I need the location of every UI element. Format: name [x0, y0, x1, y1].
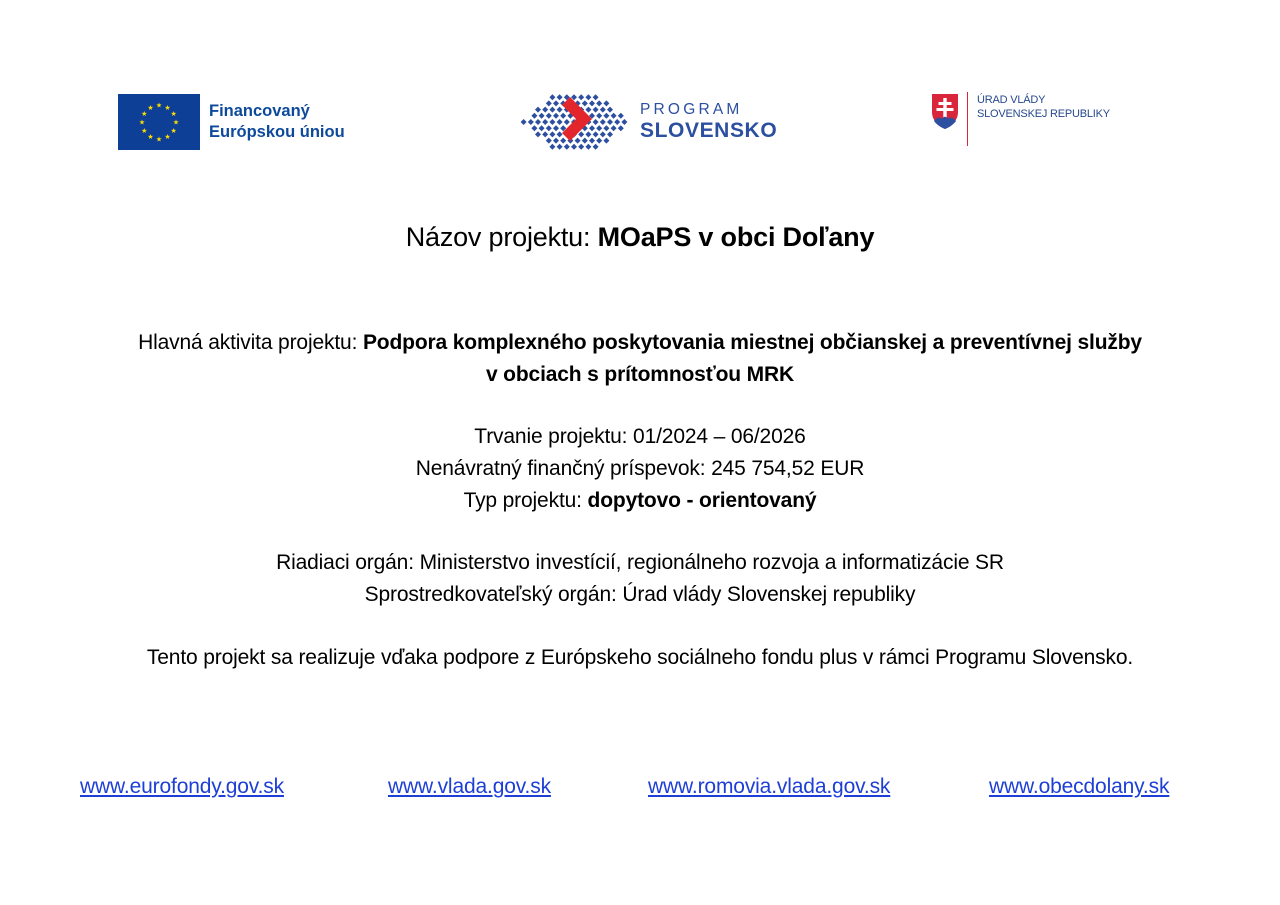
svg-text:★: ★: [141, 110, 148, 118]
urad-logo-divider: [967, 92, 968, 146]
managing-authority: Riadiaci orgán: Ministerstvo investícií, regionálneho rozvoja a informatizácie SR: [276, 551, 1004, 574]
project-name-value: MOaPS v obci Doľany: [597, 222, 875, 252]
slovak-coat-of-arms-icon: [930, 92, 960, 130]
funding-note: Tento projekt sa realizuje vďaka podpore z Európskeho sociálneho fondu plus v rámci Programu Slovensko.: [146, 646, 1134, 669]
eu-funding-logo: [118, 94, 345, 150]
footer-links: [0, 775, 1280, 805]
project-name-label: Názov projektu:: [405, 222, 598, 252]
svg-text:★: ★: [170, 127, 177, 135]
activity-value-line2: v obciach s prítomnosťou MRK: [485, 363, 795, 386]
urad-vlady-logo: [930, 92, 1110, 146]
svg-text:★: ★: [147, 103, 154, 112]
program-slovensko-logo: [518, 92, 777, 152]
eu-logo-line2: Európskou úniou: [209, 123, 345, 141]
link-romovia[interactable]: www.romovia.vlada.gov.sk: [648, 775, 891, 798]
project-title: [0, 222, 1280, 253]
project-type: [0, 489, 1280, 513]
program-logo-line1: PROGRAM: [640, 101, 743, 118]
urad-logo-line2: SLOVENSKEJ REPUBLIKY: [977, 108, 1110, 120]
svg-text:★: ★: [155, 101, 163, 110]
urad-logo-line1: ÚRAD VLÁDY: [977, 94, 1046, 106]
eu-logo-line1: Financovaný: [209, 102, 310, 120]
link-obecdolany[interactable]: www.obecdolany.sk: [989, 775, 1170, 798]
svg-text:★: ★: [172, 118, 180, 127]
program-logo-line2: SLOVENSKO: [640, 119, 778, 142]
type-label: Typ projektu:: [463, 489, 588, 512]
logo-bar: [0, 88, 1280, 158]
project-activity: [0, 331, 1280, 355]
svg-text:★: ★: [138, 118, 146, 127]
intermediate-body: Sprostredkovateľský orgán: Úrad vlády Slovenskej republiky: [364, 583, 916, 606]
project-duration: Trvanie projektu: 01/2024 – 06/2026: [474, 425, 806, 448]
project-grant: Nenávratný finančný príspevok: 245 754,52 EUR: [415, 457, 865, 480]
svg-text:★: ★: [170, 110, 177, 118]
link-vlada[interactable]: www.vlada.gov.sk: [388, 775, 551, 798]
svg-text:★: ★: [164, 133, 171, 142]
svg-text:★: ★: [164, 103, 171, 112]
svg-text:★: ★: [155, 135, 163, 144]
eu-flag-icon: [118, 94, 200, 150]
svg-text:★: ★: [141, 127, 148, 135]
svg-text:★: ★: [147, 133, 154, 142]
project-activity-cont: [0, 363, 1280, 387]
link-eurofondy[interactable]: www.eurofondy.gov.sk: [80, 775, 284, 798]
type-value: dopytovo - orientovaný: [587, 489, 817, 512]
activity-label: Hlavná aktivita projektu:: [138, 331, 363, 354]
activity-value-line1: Podpora komplexného poskytovania miestnej občianskej a preventívnej služby: [362, 331, 1142, 354]
program-slovensko-diamond-icon: [518, 92, 630, 152]
